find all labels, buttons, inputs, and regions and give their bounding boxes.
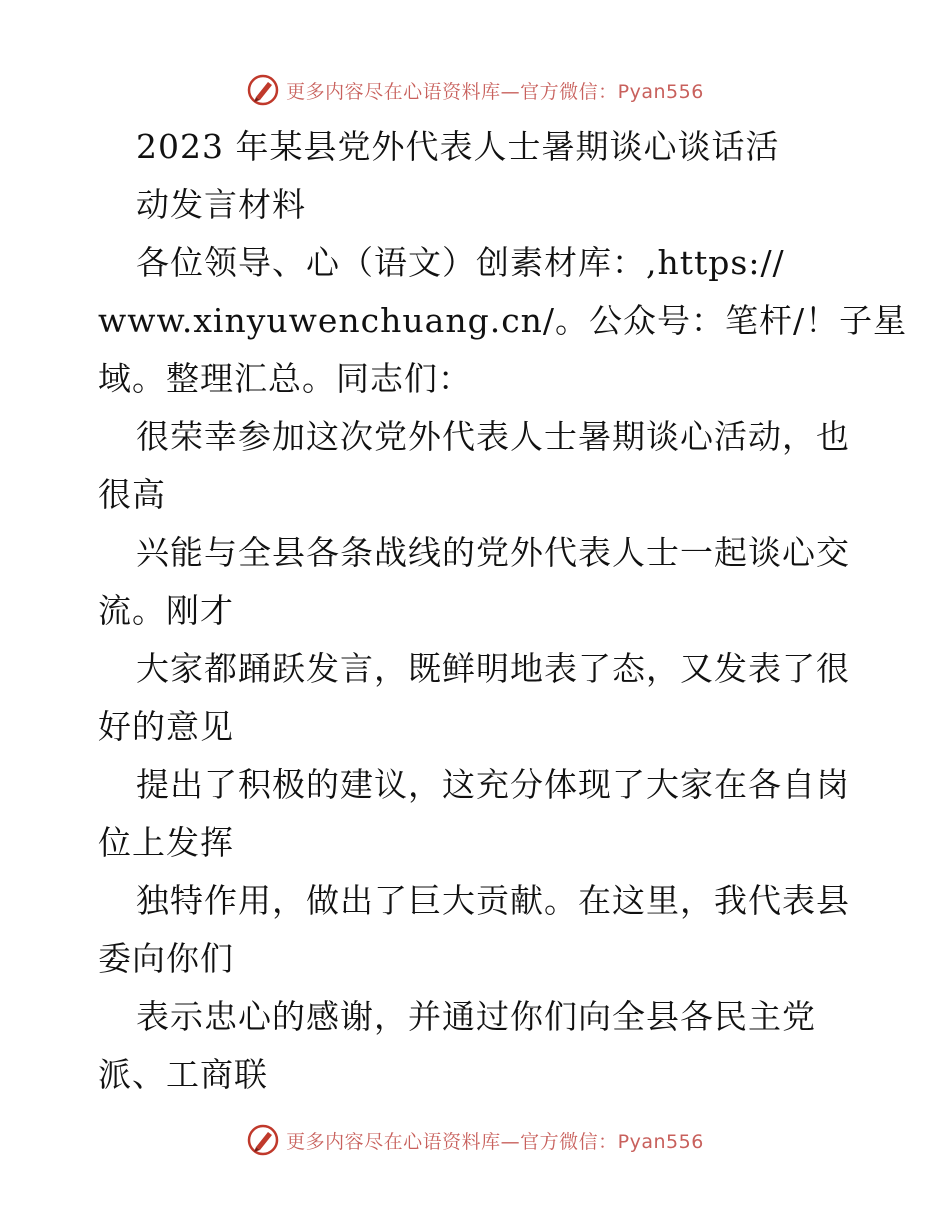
text-line: 表示忠心的感谢，并通过你们向全县各民主党 bbox=[136, 997, 816, 1036]
banner-text: 更多内容尽在心语资料库—官方微信：Pyan556 bbox=[286, 1130, 704, 1153]
text-line: www.xinyuwenchuang.cn/。公众号：笔杆/！子星 bbox=[98, 301, 908, 340]
text-line: 各位领导、心（语文）创素材库：,https:// bbox=[136, 243, 785, 282]
text-line: 提出了积极的建议，这充分体现了大家在各自岗 bbox=[136, 765, 850, 804]
text-line: 大家都踊跃发言，既鲜明地表了态，又发表了很 bbox=[136, 649, 850, 688]
text-line: 兴能与全县各条战线的党外代表人士一起谈心交 bbox=[136, 533, 850, 572]
document-body bbox=[98, 118, 908, 1104]
text-line: 很荣幸参加这次党外代表人士暑期谈心活动，也 bbox=[136, 417, 850, 456]
wechat-id: Pyan556 bbox=[617, 80, 704, 103]
text-line: 独特作用，做出了巨大贡献。在这里，我代表县 bbox=[136, 881, 850, 920]
pen-circle-logo-icon bbox=[246, 1123, 280, 1157]
footer-banner bbox=[0, 1120, 950, 1160]
text-line: 好的意见 bbox=[98, 707, 234, 746]
text-line: 动发言材料 bbox=[136, 185, 306, 224]
text-line: 很高 bbox=[98, 475, 166, 514]
text-line: 流。刚才 bbox=[98, 591, 234, 630]
text-line: 派、工商联 bbox=[98, 1055, 268, 1094]
pen-circle-logo-icon bbox=[246, 73, 280, 107]
text-line: 域。整理汇总。同志们： bbox=[98, 359, 472, 398]
text-line: 2023 年某县党外代表人士暑期谈心谈话活 bbox=[136, 127, 780, 166]
text-line: 位上发挥 bbox=[98, 823, 234, 862]
header-banner bbox=[0, 70, 950, 110]
text-line: 委向你们 bbox=[98, 939, 234, 978]
banner-text: 更多内容尽在心语资料库—官方微信：Pyan556 bbox=[286, 80, 704, 103]
wechat-id: Pyan556 bbox=[617, 1130, 704, 1153]
